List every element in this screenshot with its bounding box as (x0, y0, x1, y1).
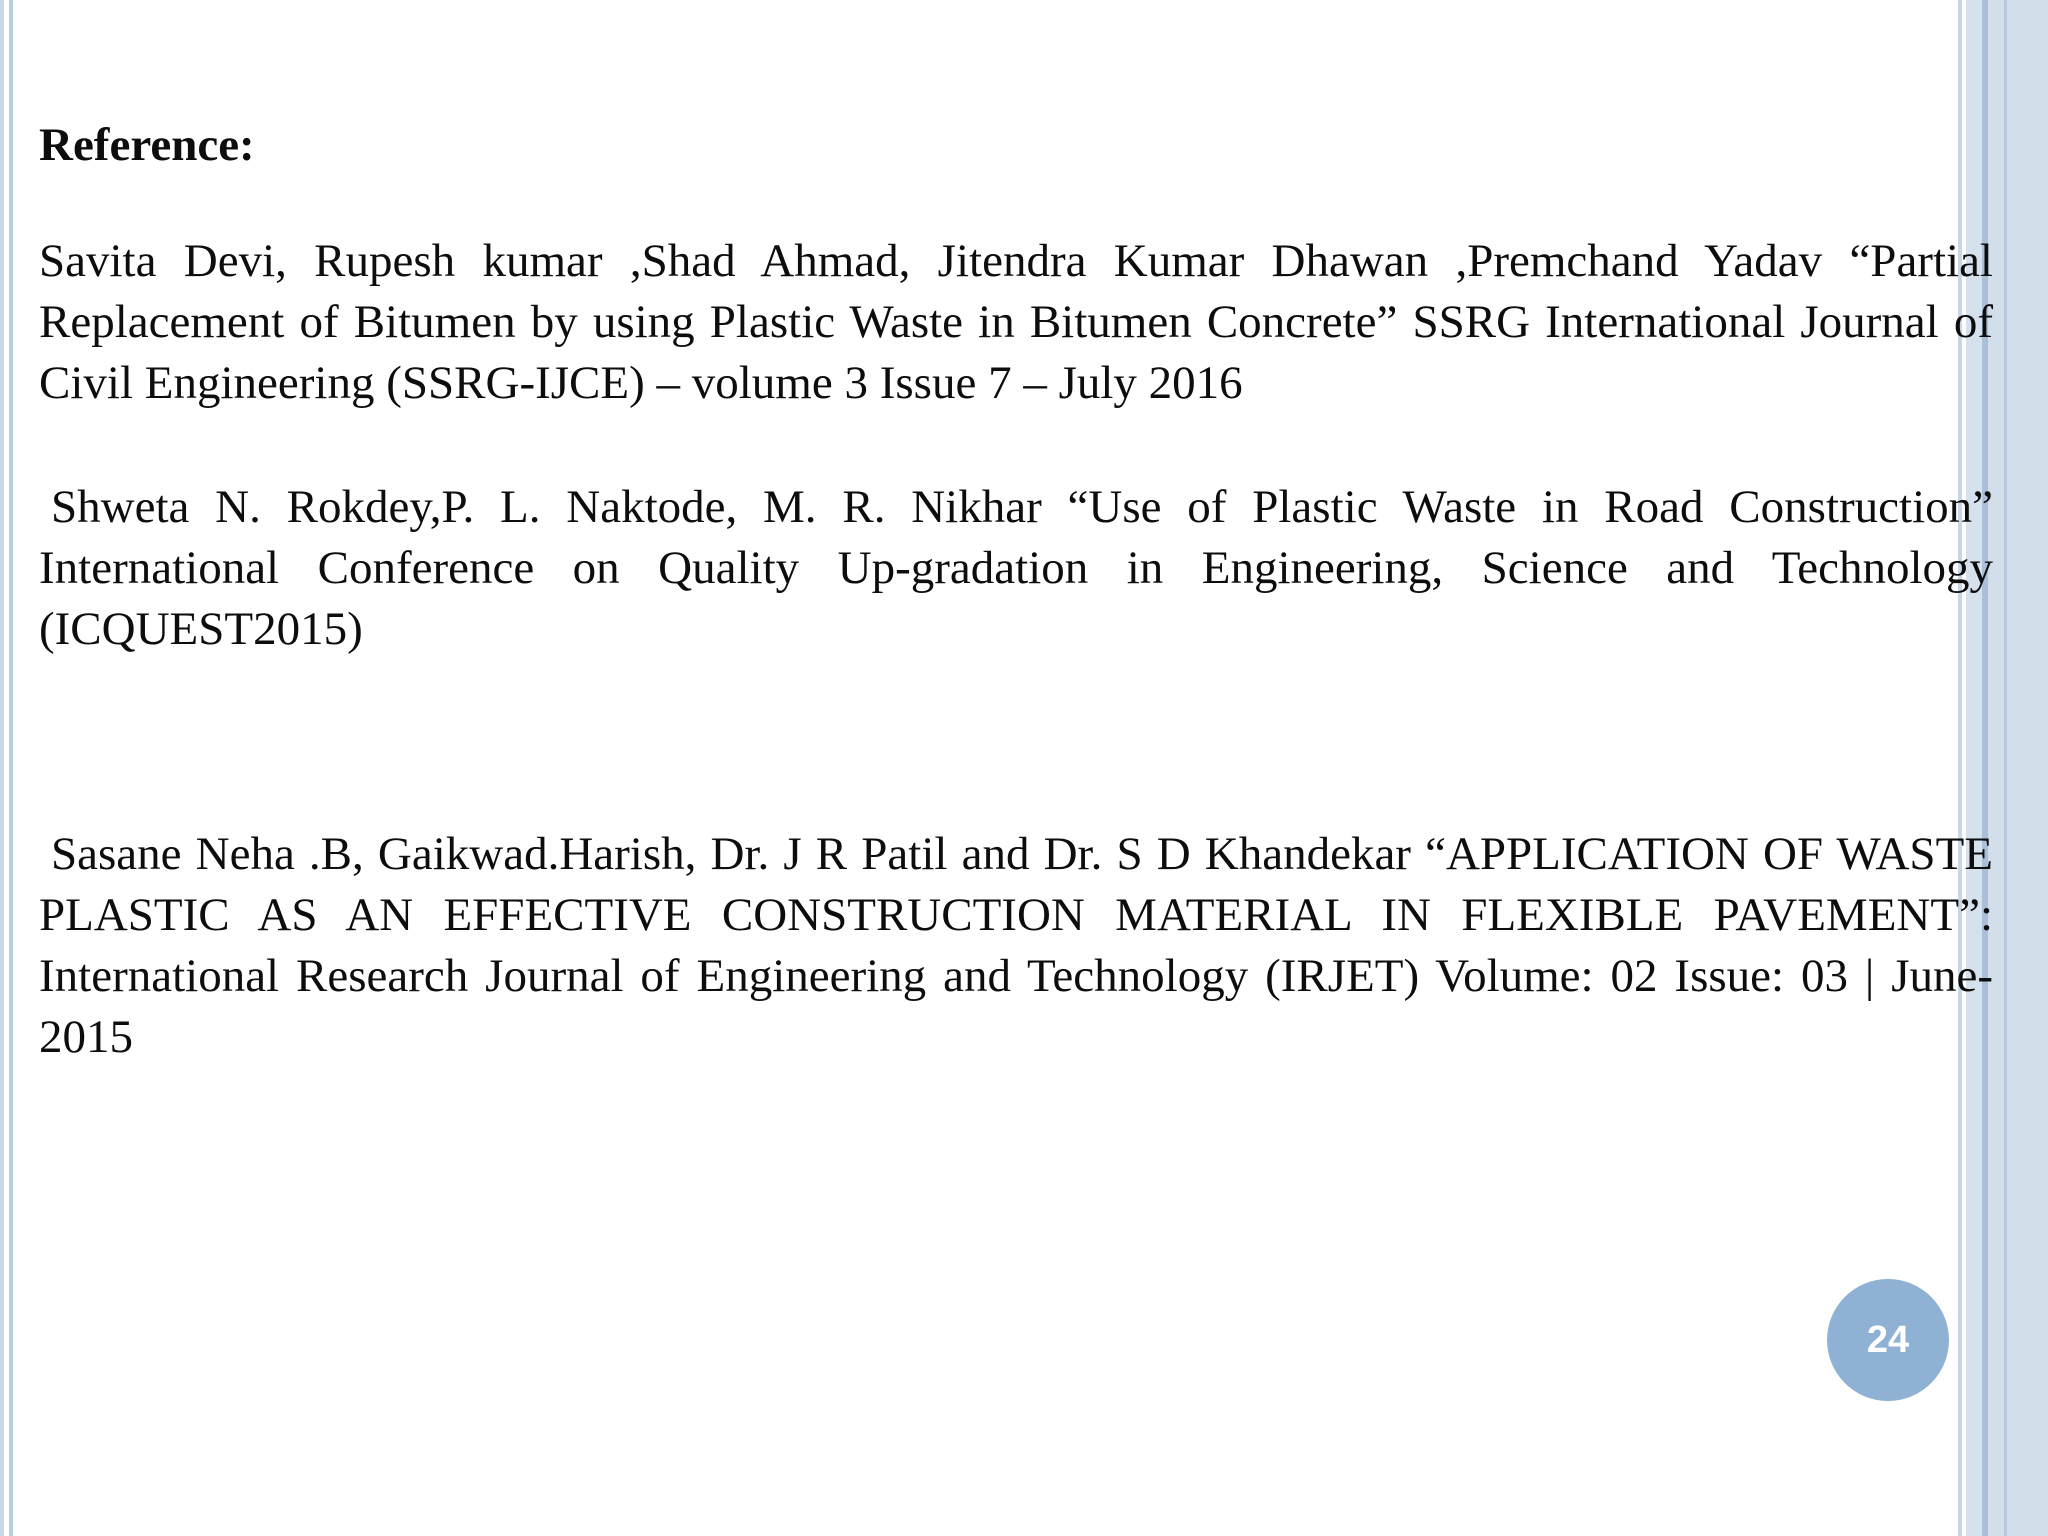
left-border-line (0, 0, 4, 1536)
reference-item: Savita Devi, Rupesh kumar ,Shad Ahmad, Jitendra Kumar Dhawan ,Premchand Yadav “Partial Replacement of Bitumen by using Plastic Waste in Bitumen Concrete” SSRG International Journal of Civil Engineering (SSRG-IJCE) – volume 3 Issue 7 – July 2016 (39, 235, 1993, 409)
slide-content (39, 115, 1993, 1068)
right-border-band-outer (1988, 0, 2048, 1536)
reference-item: Shweta N. Rokdey,P. L. Naktode, M. R. Nikhar “Use of Plastic Waste in Road Construction” International Conference on Quality Up-gradation in Engineering, Science and Technology (ICQUEST2015) (39, 481, 1993, 655)
slide-heading: Reference: (39, 119, 255, 171)
page-number-badge: 24 (1827, 1279, 1949, 1401)
reference-item: Sasane Neha .B, Gaikwad.Harish, Dr. J R Patil and Dr. S D Khandekar “APPLICATION OF WASTE PLASTIC AS AN EFFECTIVE CONSTRUCTION MATERIAL IN FLEXIBLE PAVEMENT”: International Research Journal of Engineering and Technology (IRJET) Volume: 02 Issue: 03 | June-2015 (39, 828, 1993, 1063)
left-border-line-inner (9, 0, 13, 1536)
right-border-line-outer (2004, 0, 2007, 1536)
